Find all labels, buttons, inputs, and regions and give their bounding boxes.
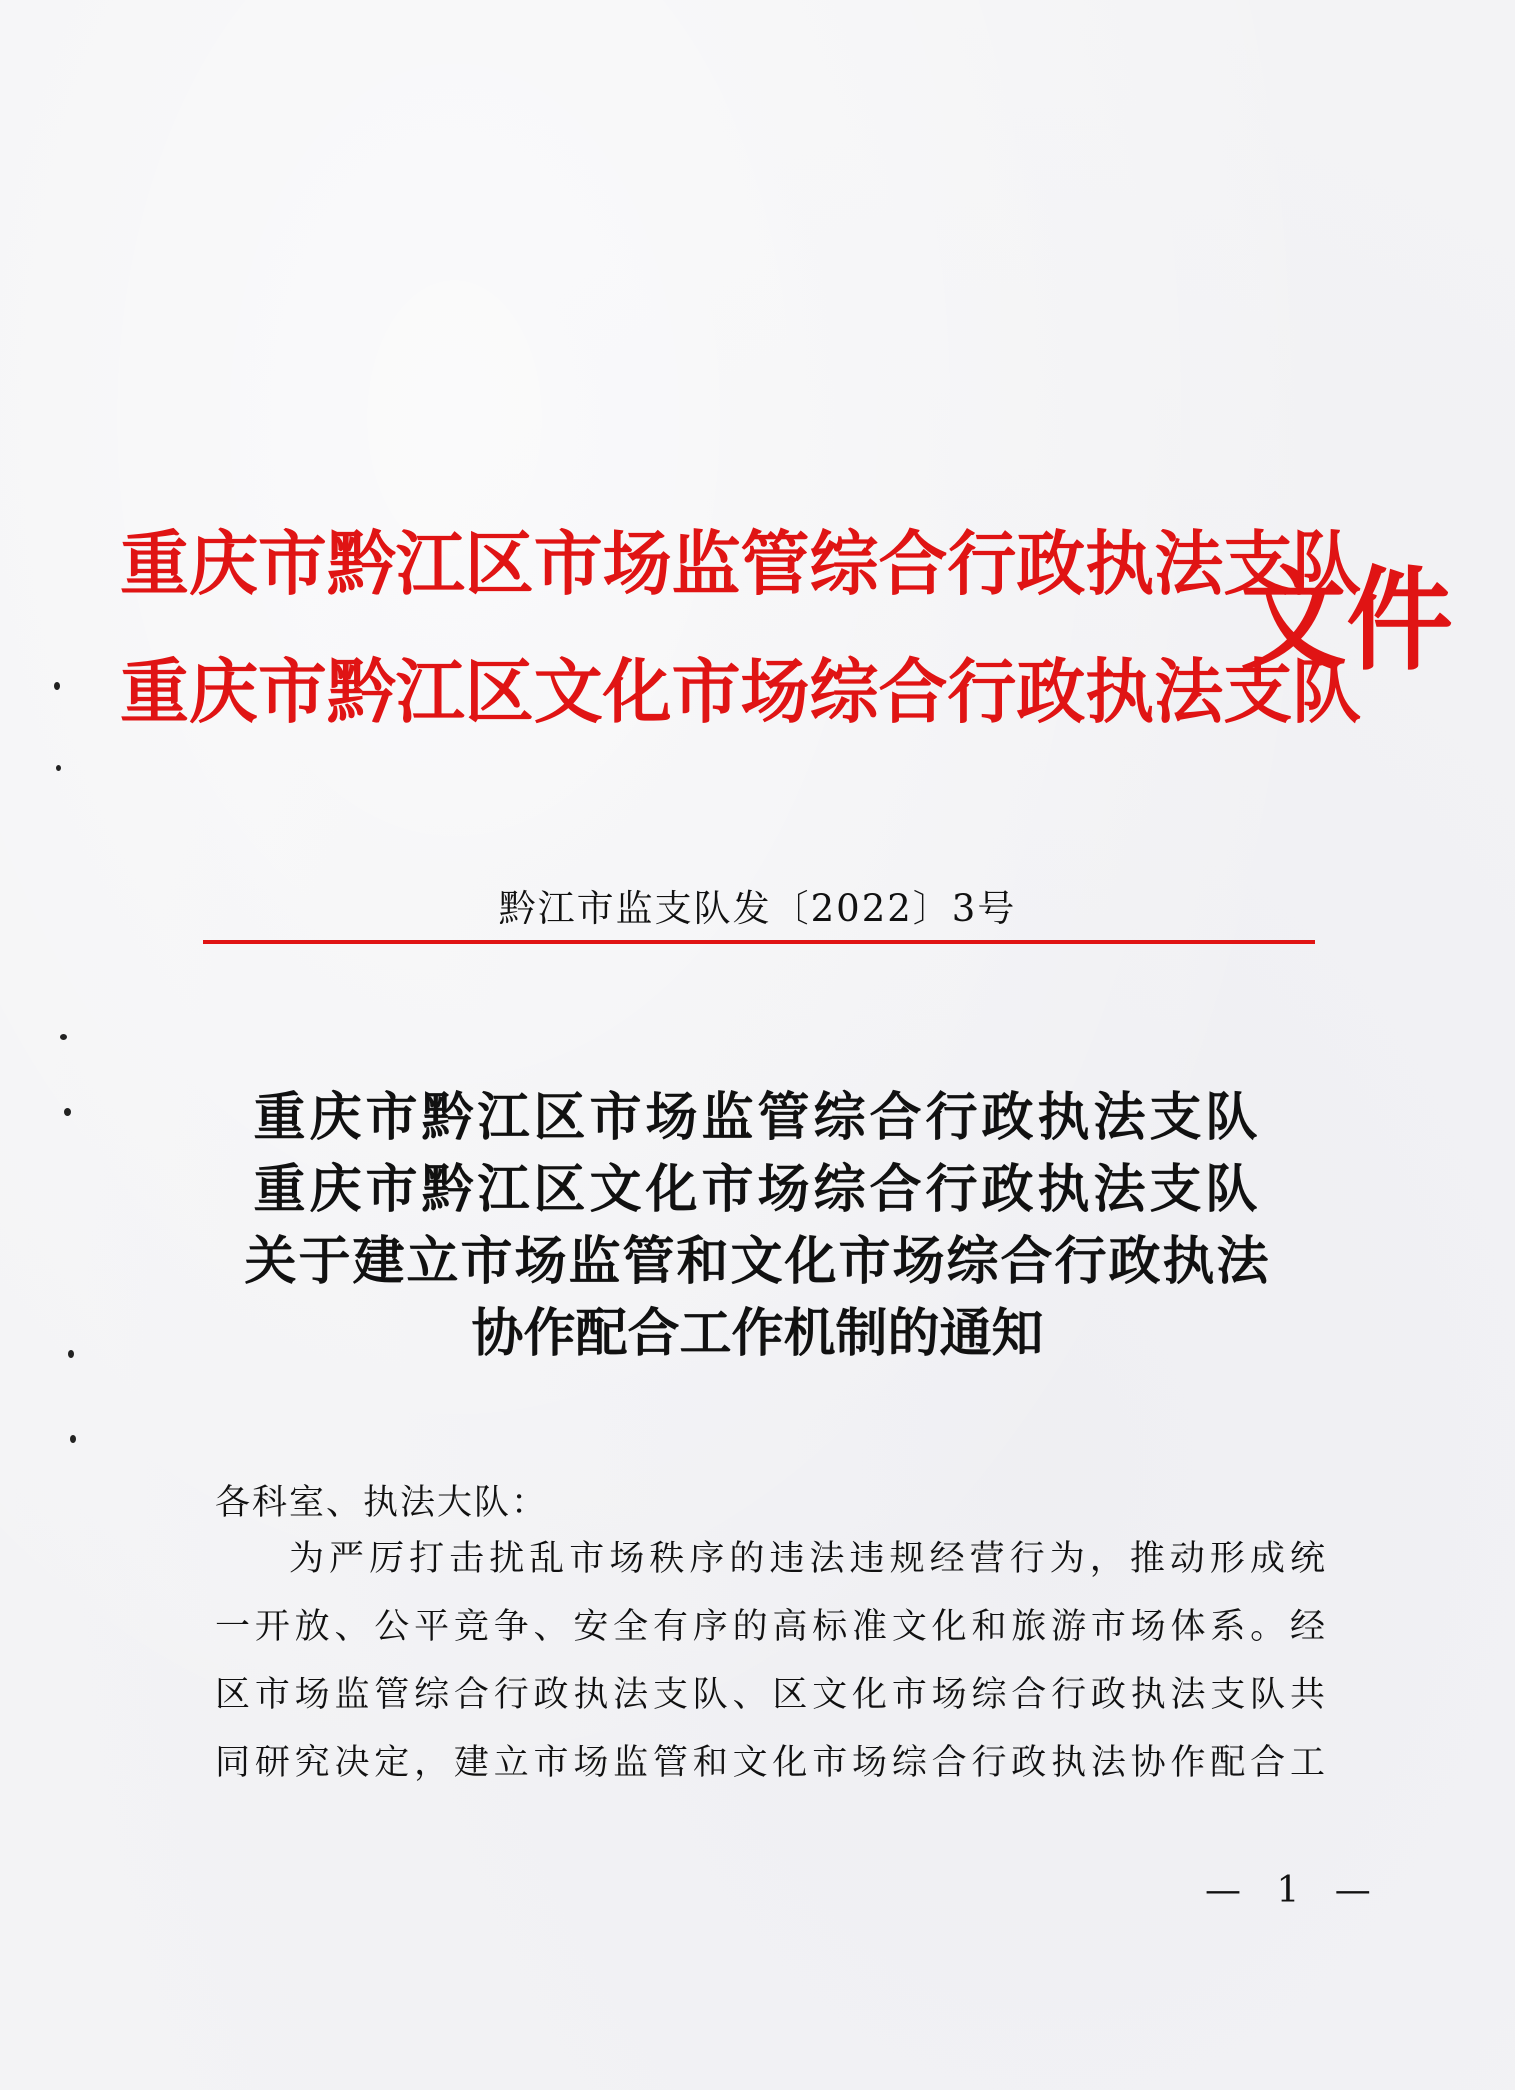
document-type-label: 文件 [1240, 555, 1453, 686]
document-title [0, 1087, 1515, 1380]
document-header [120, 505, 1453, 745]
binding-hole-mark [54, 682, 60, 690]
salutation: 各科室、执法大队： [215, 1483, 549, 1523]
body-line: 同研究决定，建立市场监管和文化市场综合行政执法协作配合工 [215, 1743, 1325, 1783]
page-number: — 1 — [1205, 1870, 1383, 1911]
binding-hole-mark [56, 765, 61, 771]
body-line: 一开放、公平竞争、安全有序的高标准文化和旅游市场体系。经 [215, 1607, 1325, 1647]
document-number: 黔江市监支队发〔2022〕3号 [498, 887, 1017, 930]
title-line-4: 协作配合工作机制的通知 [471, 1303, 1044, 1364]
title-line-2: 重庆市黔江区文化市场综合行政执法支队 [253, 1159, 1262, 1220]
binding-hole-mark [60, 1034, 67, 1040]
body-paragraph [215, 1532, 1325, 1804]
title-line-3: 关于建立市场监管和文化市场综合行政执法 [244, 1231, 1271, 1292]
body-line: 区市场监管综合行政执法支队、区文化市场综合行政执法支队共 [215, 1675, 1325, 1715]
binding-hole-mark [70, 1435, 76, 1443]
body-line: 为严厉打击扰乱市场秩序的违法违规经营行为，推动形成统 [289, 1539, 1325, 1579]
title-line-1: 重庆市黔江区市场监管综合行政执法支队 [253, 1087, 1262, 1148]
issuing-org-1: 重庆市黔江区市场监管综合行政执法支队 [120, 522, 1362, 605]
issuing-org-2: 重庆市黔江区文化市场综合行政执法支队 [120, 650, 1362, 733]
red-separator-line [203, 940, 1315, 944]
